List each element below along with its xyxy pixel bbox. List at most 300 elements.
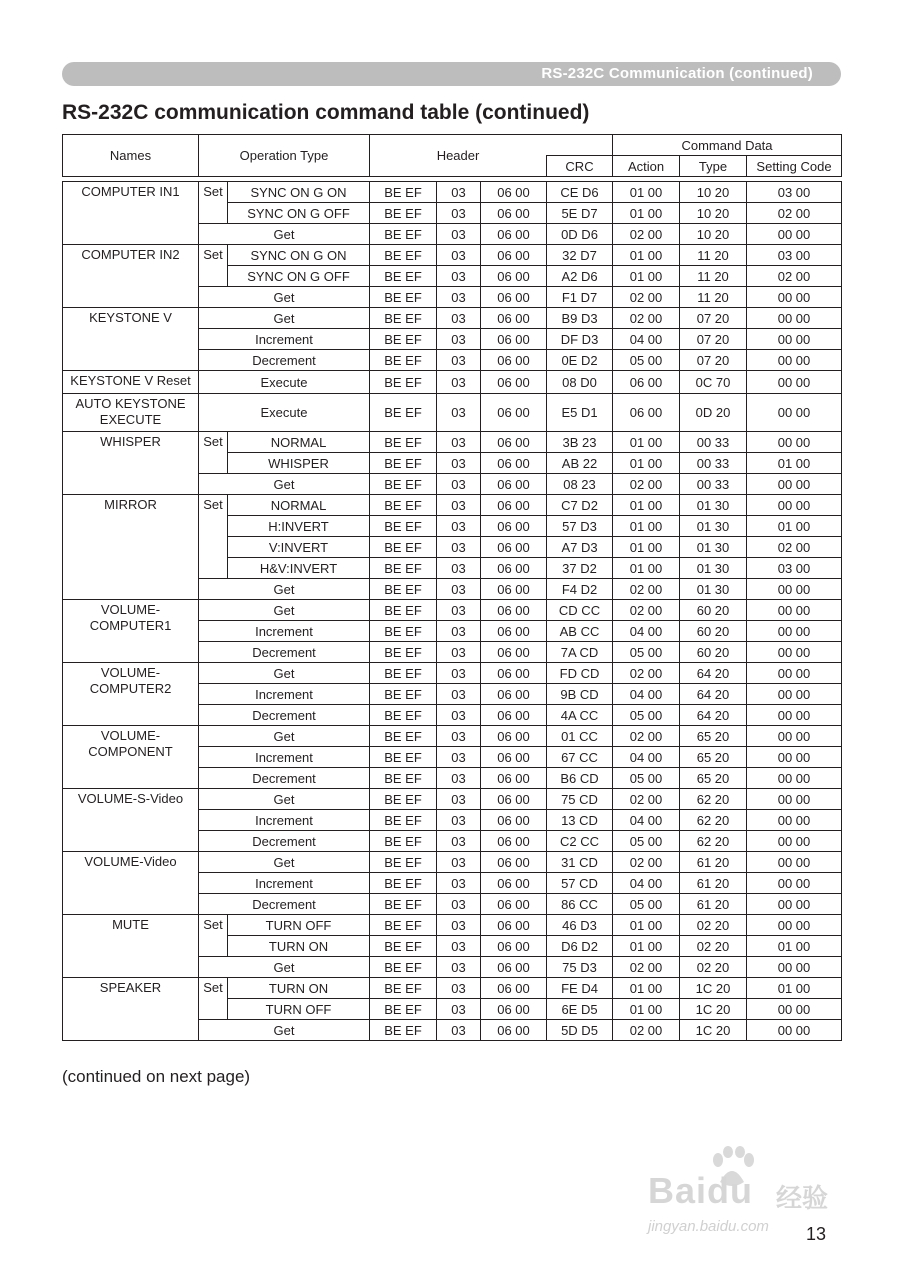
header-byte2-cell: 03 xyxy=(437,663,481,684)
header-byte1-cell: BE EF xyxy=(370,831,437,852)
operation-cell: Increment xyxy=(199,684,370,705)
setting-code-cell: 00 00 xyxy=(747,831,842,852)
operation-cell: Decrement xyxy=(199,894,370,915)
setting-code-cell: 01 00 xyxy=(747,516,842,537)
action-cell: 01 00 xyxy=(613,203,680,224)
crc-cell: 08 23 xyxy=(547,474,613,495)
header-byte3-cell: 06 00 xyxy=(481,894,547,915)
operation-cell: H:INVERT xyxy=(228,516,370,537)
row-name: VOLUME- COMPONENT xyxy=(63,726,199,789)
crc-cell: C2 CC xyxy=(547,831,613,852)
header-byte3-cell: 06 00 xyxy=(481,537,547,558)
col-header-operation-type: Operation Type xyxy=(199,135,370,177)
crc-cell: 32 D7 xyxy=(547,245,613,266)
header-byte2-cell: 03 xyxy=(437,852,481,873)
action-cell: 02 00 xyxy=(613,287,680,308)
type-cell: 65 20 xyxy=(680,768,747,789)
type-cell: 60 20 xyxy=(680,642,747,663)
header-byte2-cell: 03 xyxy=(437,203,481,224)
header-byte3-cell: 06 00 xyxy=(481,558,547,579)
operation-cell: Decrement xyxy=(199,642,370,663)
crc-cell: 08 D0 xyxy=(547,371,613,394)
action-cell: 05 00 xyxy=(613,768,680,789)
header-byte1-cell: BE EF xyxy=(370,768,437,789)
header-byte2-cell: 03 xyxy=(437,999,481,1020)
header-byte3-cell: 06 00 xyxy=(481,978,547,999)
header-byte2-cell: 03 xyxy=(437,684,481,705)
table-row xyxy=(63,789,842,810)
setting-code-cell: 00 00 xyxy=(747,495,842,516)
setting-code-cell: 00 00 xyxy=(747,894,842,915)
setting-code-cell: 00 00 xyxy=(747,789,842,810)
header-byte1-cell: BE EF xyxy=(370,936,437,957)
header-byte2-cell: 03 xyxy=(437,831,481,852)
header-byte2-cell: 03 xyxy=(437,182,481,203)
setting-code-cell: 00 00 xyxy=(747,915,842,936)
setting-code-cell: 00 00 xyxy=(747,600,842,621)
col-header-setting-code: Setting Code xyxy=(747,156,842,177)
crc-cell: B9 D3 xyxy=(547,308,613,329)
action-cell: 02 00 xyxy=(613,224,680,245)
table-row xyxy=(63,394,842,432)
header-byte1-cell: BE EF xyxy=(370,999,437,1020)
row-name: MUTE xyxy=(63,915,199,978)
action-cell: 05 00 xyxy=(613,894,680,915)
type-cell: 65 20 xyxy=(680,747,747,768)
action-cell: 01 00 xyxy=(613,432,680,453)
operation-cell: Increment xyxy=(199,329,370,350)
type-cell: 0C 70 xyxy=(680,371,747,394)
setting-code-cell: 00 00 xyxy=(747,308,842,329)
header-byte2-cell: 03 xyxy=(437,394,481,432)
row-name: MIRROR xyxy=(63,495,199,600)
header-byte1-cell: BE EF xyxy=(370,224,437,245)
setting-code-cell: 00 00 xyxy=(747,810,842,831)
setting-code-cell: 00 00 xyxy=(747,768,842,789)
header-byte1-cell: BE EF xyxy=(370,978,437,999)
header-byte3-cell: 06 00 xyxy=(481,266,547,287)
header-byte2-cell: 03 xyxy=(437,432,481,453)
header-byte3-cell: 06 00 xyxy=(481,308,547,329)
header-byte3-cell: 06 00 xyxy=(481,768,547,789)
action-cell: 01 00 xyxy=(613,182,680,203)
row-name: COMPUTER IN2 xyxy=(63,245,199,308)
table-row xyxy=(63,915,842,936)
header-byte1-cell: BE EF xyxy=(370,308,437,329)
operation-cell: WHISPER xyxy=(228,453,370,474)
crc-cell: 4A CC xyxy=(547,705,613,726)
crc-cell: 01 CC xyxy=(547,726,613,747)
crc-cell: 37 D2 xyxy=(547,558,613,579)
type-cell: 07 20 xyxy=(680,329,747,350)
header-byte2-cell: 03 xyxy=(437,371,481,394)
header-byte1-cell: BE EF xyxy=(370,642,437,663)
setting-code-cell: 00 00 xyxy=(747,852,842,873)
action-cell: 02 00 xyxy=(613,726,680,747)
type-cell: 01 30 xyxy=(680,537,747,558)
header-byte1-cell: BE EF xyxy=(370,789,437,810)
crc-cell: F1 D7 xyxy=(547,287,613,308)
header-byte2-cell: 03 xyxy=(437,516,481,537)
header-byte1-cell: BE EF xyxy=(370,726,437,747)
setting-code-cell: 00 00 xyxy=(747,957,842,978)
header-byte2-cell: 03 xyxy=(437,245,481,266)
type-cell: 07 20 xyxy=(680,350,747,371)
crc-cell: CE D6 xyxy=(547,182,613,203)
header-byte1-cell: BE EF xyxy=(370,894,437,915)
type-cell: 01 30 xyxy=(680,495,747,516)
setting-code-cell: 00 00 xyxy=(747,579,842,600)
header-byte2-cell: 03 xyxy=(437,789,481,810)
header-byte1-cell: BE EF xyxy=(370,810,437,831)
crc-cell: E5 D1 xyxy=(547,394,613,432)
row-name: AUTO KEYSTONE EXECUTE xyxy=(63,394,199,432)
crc-cell: 75 D3 xyxy=(547,957,613,978)
header-byte3-cell: 06 00 xyxy=(481,810,547,831)
header-byte3-cell: 06 00 xyxy=(481,453,547,474)
type-cell: 00 33 xyxy=(680,474,747,495)
crc-cell: 13 CD xyxy=(547,810,613,831)
operation-cell: Decrement xyxy=(199,768,370,789)
header-byte3-cell: 06 00 xyxy=(481,642,547,663)
operation-cell: Get xyxy=(199,957,370,978)
header-byte3-cell: 06 00 xyxy=(481,329,547,350)
type-cell: 60 20 xyxy=(680,600,747,621)
header-byte3-cell: 06 00 xyxy=(481,789,547,810)
operation-cell: Increment xyxy=(199,873,370,894)
col-header-names: Names xyxy=(63,135,199,177)
setting-code-cell: 00 00 xyxy=(747,329,842,350)
header-byte3-cell: 06 00 xyxy=(481,224,547,245)
type-cell: 02 20 xyxy=(680,915,747,936)
header-byte2-cell: 03 xyxy=(437,978,481,999)
action-cell: 06 00 xyxy=(613,394,680,432)
setting-code-cell: 00 00 xyxy=(747,642,842,663)
action-cell: 05 00 xyxy=(613,350,680,371)
action-cell: 01 00 xyxy=(613,537,680,558)
setting-code-cell: 00 00 xyxy=(747,432,842,453)
header-byte2-cell: 03 xyxy=(437,768,481,789)
type-cell: 11 20 xyxy=(680,266,747,287)
header-byte1-cell: BE EF xyxy=(370,705,437,726)
header-byte3-cell: 06 00 xyxy=(481,726,547,747)
action-cell: 02 00 xyxy=(613,308,680,329)
header-byte3-cell: 06 00 xyxy=(481,371,547,394)
crc-cell: FD CD xyxy=(547,663,613,684)
set-label: Set xyxy=(199,495,228,579)
section-header-bar xyxy=(62,62,841,86)
type-cell: 10 20 xyxy=(680,224,747,245)
action-cell: 04 00 xyxy=(613,684,680,705)
table-row xyxy=(63,495,842,516)
header-byte2-cell: 03 xyxy=(437,537,481,558)
crc-cell: A2 D6 xyxy=(547,266,613,287)
col-header-crc: CRC xyxy=(547,156,613,177)
setting-code-cell: 00 00 xyxy=(747,663,842,684)
page-title: RS-232C communication command table (continued) xyxy=(62,101,590,124)
header-byte3-cell: 06 00 xyxy=(481,747,547,768)
operation-cell: Execute xyxy=(199,394,370,432)
header-byte3-cell: 06 00 xyxy=(481,350,547,371)
operation-cell: H&V:INVERT xyxy=(228,558,370,579)
action-cell: 04 00 xyxy=(613,873,680,894)
row-name: WHISPER xyxy=(63,432,199,495)
action-cell: 01 00 xyxy=(613,266,680,287)
crc-cell: 46 D3 xyxy=(547,915,613,936)
action-cell: 02 00 xyxy=(613,600,680,621)
action-cell: 04 00 xyxy=(613,747,680,768)
watermark-brand: Baidu xyxy=(648,1170,754,1211)
operation-cell: SYNC ON G ON xyxy=(228,245,370,266)
header-byte1-cell: BE EF xyxy=(370,329,437,350)
header-byte1-cell: BE EF xyxy=(370,495,437,516)
operation-cell: Get xyxy=(199,600,370,621)
header-byte2-cell: 03 xyxy=(437,558,481,579)
command-table xyxy=(62,134,842,1041)
operation-cell: TURN ON xyxy=(228,978,370,999)
continued-note: (continued on next page) xyxy=(62,1067,251,1086)
header-byte1-cell: BE EF xyxy=(370,394,437,432)
header-byte1-cell: BE EF xyxy=(370,579,437,600)
header-byte2-cell: 03 xyxy=(437,600,481,621)
header-byte3-cell: 06 00 xyxy=(481,936,547,957)
crc-cell: 31 CD xyxy=(547,852,613,873)
setting-code-cell: 03 00 xyxy=(747,182,842,203)
crc-cell: 67 CC xyxy=(547,747,613,768)
header-byte2-cell: 03 xyxy=(437,579,481,600)
action-cell: 02 00 xyxy=(613,663,680,684)
table-row xyxy=(63,852,842,873)
header-byte2-cell: 03 xyxy=(437,224,481,245)
type-cell: 07 20 xyxy=(680,308,747,329)
header-byte2-cell: 03 xyxy=(437,894,481,915)
header-byte2-cell: 03 xyxy=(437,266,481,287)
header-byte1-cell: BE EF xyxy=(370,203,437,224)
header-byte2-cell: 03 xyxy=(437,287,481,308)
page-number: 13 xyxy=(806,1224,827,1244)
header-byte3-cell: 06 00 xyxy=(481,1020,547,1041)
table-row xyxy=(63,663,842,684)
header-byte2-cell: 03 xyxy=(437,350,481,371)
row-name: KEYSTONE V xyxy=(63,308,199,371)
header-byte1-cell: BE EF xyxy=(370,558,437,579)
type-cell: 0D 20 xyxy=(680,394,747,432)
header-byte2-cell: 03 xyxy=(437,810,481,831)
header-byte2-cell: 03 xyxy=(437,936,481,957)
crc-cell: 57 CD xyxy=(547,873,613,894)
operation-cell: Get xyxy=(199,474,370,495)
setting-code-cell: 00 00 xyxy=(747,726,842,747)
header-byte3-cell: 06 00 xyxy=(481,495,547,516)
type-cell: 64 20 xyxy=(680,684,747,705)
header-byte2-cell: 03 xyxy=(437,705,481,726)
setting-code-cell: 00 00 xyxy=(747,999,842,1020)
action-cell: 01 00 xyxy=(613,999,680,1020)
header-byte1-cell: BE EF xyxy=(370,371,437,394)
action-cell: 02 00 xyxy=(613,1020,680,1041)
header-byte1-cell: BE EF xyxy=(370,957,437,978)
header-byte1-cell: BE EF xyxy=(370,266,437,287)
operation-cell: TURN ON xyxy=(228,936,370,957)
crc-cell: 5D D5 xyxy=(547,1020,613,1041)
header-byte2-cell: 03 xyxy=(437,495,481,516)
watermark-cn: 经验 xyxy=(776,1183,829,1213)
action-cell: 02 00 xyxy=(613,579,680,600)
setting-code-cell: 02 00 xyxy=(747,203,842,224)
header-byte1-cell: BE EF xyxy=(370,516,437,537)
crc-cell: B6 CD xyxy=(547,768,613,789)
header-byte1-cell: BE EF xyxy=(370,350,437,371)
section-header-title: RS-232C Communication (continued) xyxy=(541,65,813,82)
type-cell: 62 20 xyxy=(680,810,747,831)
operation-cell: NORMAL xyxy=(228,495,370,516)
operation-cell: TURN OFF xyxy=(228,999,370,1020)
crc-cell: D6 D2 xyxy=(547,936,613,957)
action-cell: 05 00 xyxy=(613,705,680,726)
header-byte2-cell: 03 xyxy=(437,474,481,495)
setting-code-cell: 00 00 xyxy=(747,705,842,726)
header-byte3-cell: 06 00 xyxy=(481,579,547,600)
setting-code-cell: 00 00 xyxy=(747,621,842,642)
operation-cell: Execute xyxy=(199,371,370,394)
table-row xyxy=(63,245,842,266)
operation-cell: NORMAL xyxy=(228,432,370,453)
setting-code-cell: 01 00 xyxy=(747,978,842,999)
action-cell: 06 00 xyxy=(613,371,680,394)
col-header-action: Action xyxy=(613,156,680,177)
operation-cell: Increment xyxy=(199,747,370,768)
operation-cell: Get xyxy=(199,579,370,600)
action-cell: 01 00 xyxy=(613,915,680,936)
crc-cell: 3B 23 xyxy=(547,432,613,453)
operation-cell: Get xyxy=(199,287,370,308)
operation-cell: SYNC ON G ON xyxy=(228,182,370,203)
type-cell: 11 20 xyxy=(680,287,747,308)
action-cell: 01 00 xyxy=(613,495,680,516)
header-byte3-cell: 06 00 xyxy=(481,999,547,1020)
header-byte1-cell: BE EF xyxy=(370,245,437,266)
crc-cell: 75 CD xyxy=(547,789,613,810)
crc-cell: FE D4 xyxy=(547,978,613,999)
setting-code-cell: 01 00 xyxy=(747,936,842,957)
row-name: VOLUME- COMPUTER1 xyxy=(63,600,199,663)
header-byte1-cell: BE EF xyxy=(370,915,437,936)
operation-cell: Decrement xyxy=(199,831,370,852)
action-cell: 01 00 xyxy=(613,936,680,957)
type-cell: 61 20 xyxy=(680,873,747,894)
crc-cell: 57 D3 xyxy=(547,516,613,537)
header-byte3-cell: 06 00 xyxy=(481,182,547,203)
operation-cell: Get xyxy=(199,224,370,245)
action-cell: 01 00 xyxy=(613,978,680,999)
header-byte3-cell: 06 00 xyxy=(481,516,547,537)
header-byte3-cell: 06 00 xyxy=(481,394,547,432)
operation-cell: Get xyxy=(199,663,370,684)
header-byte2-cell: 03 xyxy=(437,308,481,329)
type-cell: 1C 20 xyxy=(680,1020,747,1041)
table-row xyxy=(63,432,842,453)
header-byte2-cell: 03 xyxy=(437,873,481,894)
operation-cell: Get xyxy=(199,308,370,329)
row-name: VOLUME-Video xyxy=(63,852,199,915)
header-byte3-cell: 06 00 xyxy=(481,245,547,266)
action-cell: 05 00 xyxy=(613,642,680,663)
crc-cell: 0E D2 xyxy=(547,350,613,371)
crc-cell: A7 D3 xyxy=(547,537,613,558)
type-cell: 00 33 xyxy=(680,453,747,474)
set-label: Set xyxy=(199,915,228,957)
header-byte1-cell: BE EF xyxy=(370,182,437,203)
action-cell: 01 00 xyxy=(613,558,680,579)
header-byte3-cell: 06 00 xyxy=(481,203,547,224)
table-row xyxy=(63,726,842,747)
type-cell: 11 20 xyxy=(680,245,747,266)
header-byte2-cell: 03 xyxy=(437,1020,481,1041)
setting-code-cell: 03 00 xyxy=(747,558,842,579)
header-byte2-cell: 03 xyxy=(437,747,481,768)
operation-cell: Get xyxy=(199,852,370,873)
crc-cell: 86 CC xyxy=(547,894,613,915)
action-cell: 04 00 xyxy=(613,329,680,350)
header-byte1-cell: BE EF xyxy=(370,747,437,768)
setting-code-cell: 00 00 xyxy=(747,747,842,768)
setting-code-cell: 00 00 xyxy=(747,224,842,245)
crc-cell: DF D3 xyxy=(547,329,613,350)
table-row xyxy=(63,371,842,394)
crc-cell: AB CC xyxy=(547,621,613,642)
header-byte1-cell: BE EF xyxy=(370,621,437,642)
operation-cell: Get xyxy=(199,789,370,810)
type-cell: 1C 20 xyxy=(680,999,747,1020)
type-cell: 64 20 xyxy=(680,705,747,726)
set-label: Set xyxy=(199,245,228,287)
type-cell: 01 30 xyxy=(680,579,747,600)
setting-code-cell: 00 00 xyxy=(747,350,842,371)
row-name: COMPUTER IN1 xyxy=(63,182,199,245)
action-cell: 01 00 xyxy=(613,245,680,266)
header-byte3-cell: 06 00 xyxy=(481,873,547,894)
table-row xyxy=(63,600,842,621)
crc-cell: AB 22 xyxy=(547,453,613,474)
type-cell: 02 20 xyxy=(680,936,747,957)
type-cell: 62 20 xyxy=(680,789,747,810)
header-byte1-cell: BE EF xyxy=(370,663,437,684)
crc-cell: 5E D7 xyxy=(547,203,613,224)
header-byte1-cell: BE EF xyxy=(370,287,437,308)
crc-cell: CD CC xyxy=(547,600,613,621)
setting-code-cell: 00 00 xyxy=(747,873,842,894)
header-byte3-cell: 06 00 xyxy=(481,287,547,308)
header-byte2-cell: 03 xyxy=(437,329,481,350)
setting-code-cell: 01 00 xyxy=(747,453,842,474)
crc-cell: 7A CD xyxy=(547,642,613,663)
table-row xyxy=(63,978,842,999)
header-byte1-cell: BE EF xyxy=(370,1020,437,1041)
header-byte2-cell: 03 xyxy=(437,453,481,474)
operation-cell: Decrement xyxy=(199,350,370,371)
row-name: KEYSTONE V Reset xyxy=(63,371,199,394)
crc-cell: 0D D6 xyxy=(547,224,613,245)
crc-cell: F4 D2 xyxy=(547,579,613,600)
col-header-spacer xyxy=(547,135,613,156)
col-header-type: Type xyxy=(680,156,747,177)
header-byte1-cell: BE EF xyxy=(370,684,437,705)
header-byte2-cell: 03 xyxy=(437,642,481,663)
setting-code-cell: 00 00 xyxy=(747,1020,842,1041)
header-byte3-cell: 06 00 xyxy=(481,474,547,495)
action-cell: 02 00 xyxy=(613,474,680,495)
header-byte3-cell: 06 00 xyxy=(481,432,547,453)
